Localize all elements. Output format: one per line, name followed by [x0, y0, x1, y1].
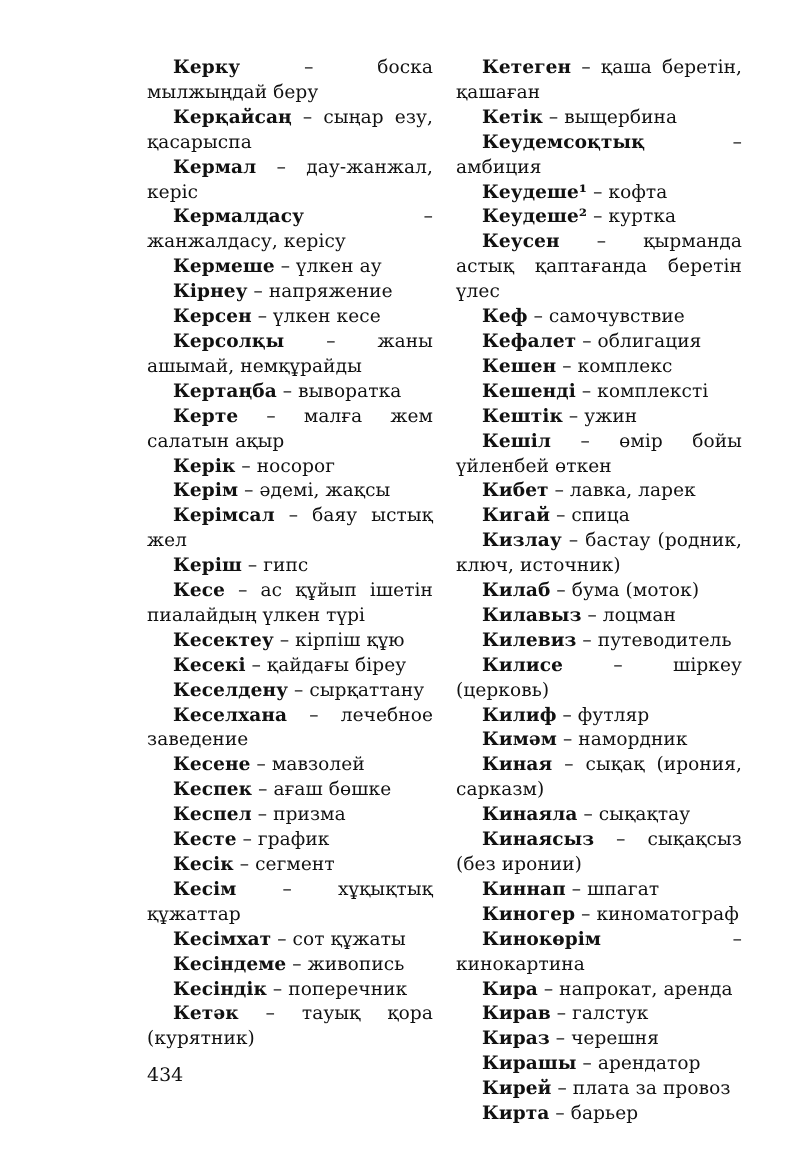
entry-definition: – комплексті	[575, 380, 709, 402]
entry-definition: – поперечник	[266, 978, 408, 1000]
dictionary-entry	[147, 778, 433, 803]
entry-headword: Керім	[173, 480, 239, 502]
entry-headword: Кермалдасу	[173, 206, 305, 228]
entry-headword: Кира	[482, 978, 538, 1000]
entry-headword: Кешіл	[482, 430, 552, 452]
entry-definition: – плата за провоз	[551, 1078, 731, 1100]
dictionary-entry	[147, 579, 433, 629]
entry-headword: Кеспел	[173, 804, 252, 826]
dictionary-entry	[456, 704, 742, 729]
entry-definition: – баяу ыстық жел	[147, 505, 433, 552]
dictionary-entry	[147, 106, 433, 156]
entry-definition: – киноматограф	[575, 903, 739, 925]
entry-definition: – сегмент	[233, 854, 335, 875]
dictionary-entry	[456, 305, 742, 330]
entry-definition: – арендатор	[576, 1053, 701, 1075]
entry-definition: – тауық қора (курятник)	[147, 1003, 433, 1050]
entry-headword: Кирав	[482, 1003, 551, 1025]
dictionary-entry	[147, 953, 433, 978]
entry-headword: Кесекі	[173, 654, 246, 676]
entry-headword: Керіш	[173, 555, 242, 577]
entry-definition: – спица	[550, 505, 630, 527]
dictionary-entry	[456, 828, 742, 878]
entry-definition: – облигация	[576, 330, 702, 352]
entry-headword: Кирашы	[482, 1053, 577, 1075]
entry-headword: Кеселхана	[173, 704, 288, 726]
entry-definition: – өмір бойы үйленбей өткен	[456, 430, 742, 477]
entry-definition: – напрокат, аренда	[537, 978, 733, 1000]
entry-headword: Кибет	[482, 480, 549, 502]
dictionary-entry	[147, 1002, 433, 1052]
dictionary-entry	[456, 1027, 742, 1052]
entry-headword: Кермал	[173, 156, 257, 178]
entry-definition: – малға жем салатын ақыр	[147, 405, 433, 452]
dictionary-entry	[456, 878, 742, 903]
entry-headword: Килаб	[482, 580, 551, 602]
entry-headword: Кесімхат	[173, 928, 272, 950]
entry-definition: – бума (моток)	[550, 580, 700, 602]
entry-definition: – ужин	[562, 405, 638, 427]
entry-headword: Кешен	[482, 355, 557, 377]
entry-definition: – сықақтау	[577, 804, 691, 826]
dictionary-entry	[147, 255, 433, 280]
entry-headword: Килиф	[482, 704, 557, 726]
entry-headword: Кертаңба	[173, 380, 277, 402]
entry-definition: – черешня	[549, 1028, 659, 1050]
entry-definition: – үлкен ау	[274, 256, 382, 278]
entry-definition: – кірпіш құю	[273, 629, 405, 651]
entry-definition: – лечебное заведение	[147, 704, 433, 751]
entry-definition: – куртка	[587, 206, 677, 228]
entry-definition: – қырманда астық қаптағанда беретін үлес	[456, 231, 742, 303]
entry-definition: – выворатка	[276, 380, 402, 402]
entry-headword: Кизлау	[482, 530, 562, 552]
dictionary-entry	[456, 978, 742, 1003]
dictionary-entry	[456, 903, 742, 928]
right-column	[456, 56, 742, 1127]
entry-headword: Кесіндік	[173, 978, 267, 1000]
entry-definition: – носорог	[235, 455, 336, 477]
dictionary-entry	[456, 1002, 742, 1027]
entry-headword: Кираз	[482, 1028, 550, 1050]
entry-headword: Кеудеше²	[482, 206, 588, 228]
dictionary-entry	[147, 704, 433, 754]
entry-headword: Кетәк	[173, 1003, 239, 1025]
entry-definition: – сот құжаты	[271, 928, 406, 950]
dictionary-entry	[456, 579, 742, 604]
entry-definition: – әдемі, жақсы	[238, 480, 391, 502]
entry-headword: Кесе	[173, 580, 226, 602]
dictionary-entry	[456, 1102, 742, 1127]
dictionary-entry	[456, 181, 742, 206]
dictionary-entry	[456, 405, 742, 430]
dictionary-entry	[456, 1052, 742, 1077]
entry-headword: Кефалет	[482, 330, 577, 352]
entry-definition: – дау-жанжал, керіс	[147, 156, 433, 203]
entry-definition: – хұқықтық құжаттар	[147, 878, 433, 925]
dictionary-entry	[147, 803, 433, 828]
entry-headword: Кеф	[482, 306, 528, 328]
dictionary-entry	[456, 479, 742, 504]
dictionary-entry	[456, 753, 742, 803]
dictionary-entry	[456, 355, 742, 380]
entry-headword: Кинаяла	[482, 804, 578, 826]
page-number: 434	[147, 1064, 184, 1086]
entry-headword: Кеудеше¹	[482, 181, 588, 203]
dictionary-entry	[147, 554, 433, 579]
dictionary-entry	[147, 828, 433, 853]
entry-headword: Керімсал	[173, 505, 275, 527]
entry-headword: Киногер	[482, 903, 576, 925]
dictionary-entry	[147, 280, 433, 305]
dictionary-entry	[456, 928, 742, 978]
entry-headword: Килевиз	[482, 629, 577, 651]
entry-headword: Кинаясыз	[482, 829, 595, 851]
entry-definition: – амбиция	[456, 131, 742, 178]
dictionary-entry	[456, 330, 742, 355]
entry-headword: Кирта	[482, 1103, 550, 1125]
entry-headword: Кесене	[173, 754, 251, 776]
entry-definition: – сықақ (ирония, сарказм)	[456, 754, 742, 801]
entry-headword: Керқайсаң	[173, 106, 292, 128]
entry-headword: Керте	[173, 405, 239, 427]
entry-definition: – лавка, ларек	[548, 480, 696, 502]
dictionary-entry	[147, 928, 433, 953]
dictionary-entry	[456, 430, 742, 480]
entry-definition: – напряжение	[247, 281, 393, 303]
entry-definition: – сырқаттану	[288, 679, 425, 701]
dictionary-entry	[147, 679, 433, 704]
entry-definition: – самочувствие	[527, 306, 685, 328]
entry-definition: – сықақсыз (без иронии)	[456, 829, 742, 875]
dictionary-entry	[456, 504, 742, 529]
entry-headword: Керку	[173, 57, 241, 78]
dictionary-entry	[456, 629, 742, 654]
entry-headword: Кесім	[173, 878, 237, 900]
entry-headword: Кимәм	[482, 729, 557, 751]
entry-definition: – живопись	[286, 953, 405, 975]
entry-headword: Кетеген	[482, 57, 572, 78]
dictionary-entry	[147, 978, 433, 1003]
dictionary-entry	[147, 504, 433, 554]
dictionary-entry	[147, 878, 433, 928]
dictionary-entry	[456, 604, 742, 629]
entry-definition: – гипс	[241, 555, 309, 577]
dictionary-entry	[147, 405, 433, 455]
entry-headword: Керсен	[173, 306, 252, 328]
entry-headword: Кірнеу	[173, 281, 248, 303]
entry-definition: – кинокартина	[456, 928, 742, 975]
entry-headword: Кеспек	[173, 779, 253, 801]
dictionary-entry	[456, 106, 742, 131]
entry-definition: – сыңар езу, қасарыспа	[147, 106, 433, 153]
dictionary-entry	[147, 205, 433, 255]
entry-headword: Керік	[173, 455, 236, 477]
entry-headword: Кесте	[173, 829, 237, 851]
entry-definition: – қайдағы біреу	[245, 654, 407, 676]
entry-headword: Киная	[482, 754, 553, 776]
entry-definition: – путеводитель	[576, 629, 732, 651]
dictionary-entry	[456, 803, 742, 828]
entry-definition: – барьер	[549, 1103, 639, 1125]
entry-definition: – комплекс	[556, 355, 673, 377]
entry-definition: – призма	[251, 804, 346, 826]
entry-headword: Керсолқы	[173, 330, 285, 352]
entry-headword: Кетік	[482, 106, 543, 128]
entry-headword: Килавыз	[482, 604, 582, 626]
dictionary-entry	[147, 753, 433, 778]
dictionary-entry	[147, 629, 433, 654]
dictionary-entry	[147, 380, 433, 405]
entry-definition: – выщербина	[542, 106, 678, 128]
dictionary-entry	[456, 728, 742, 753]
entry-definition: – график	[236, 829, 330, 851]
dictionary-entry	[147, 654, 433, 679]
entry-headword: Кесіндеме	[173, 953, 287, 975]
entry-headword: Кирей	[482, 1078, 552, 1100]
dictionary-entry	[456, 205, 742, 230]
dictionary-entry	[147, 56, 433, 106]
entry-definition: – қаша беретін, қашаған	[456, 57, 742, 103]
entry-definition: – шпагат	[565, 878, 660, 900]
entry-definition: – ас құйып ішетін пиалайдың үлкен түрі	[147, 580, 433, 626]
entry-definition: – үлкен кесе	[251, 306, 381, 328]
entry-definition: – лоцман	[581, 604, 676, 626]
entry-headword: Кештік	[482, 405, 563, 427]
dictionary-entry	[456, 654, 742, 704]
left-column	[147, 56, 433, 1052]
entry-definition: – футляр	[556, 704, 650, 726]
entry-headword: Кеусен	[482, 231, 560, 253]
entry-definition: – кофта	[587, 181, 668, 203]
dictionary-entry	[456, 529, 742, 579]
dictionary-entry	[456, 56, 742, 106]
dictionary-entry	[147, 305, 433, 330]
dictionary-entry	[456, 1077, 742, 1102]
entry-definition: – ағаш бөшке	[252, 779, 392, 801]
entry-headword: Киннап	[482, 878, 566, 900]
entry-headword: Кесік	[173, 854, 234, 875]
entry-headword: Кермеше	[173, 256, 275, 278]
entry-definition: – бастау (родник, ключ, источник)	[456, 530, 742, 577]
entry-headword: Кешенді	[482, 380, 576, 402]
entry-definition: – жанжалдасу, керісу	[147, 206, 433, 253]
dictionary-entry	[456, 380, 742, 405]
dictionary-entry	[147, 156, 433, 206]
entry-headword: Кинокөрім	[482, 928, 602, 950]
dictionary-entry	[147, 479, 433, 504]
entry-definition: – боска мылжыңдай беру	[147, 57, 433, 103]
entry-definition: – намордник	[556, 729, 688, 751]
entry-headword: Килисе	[482, 654, 563, 676]
entry-definition: – шіркеу (церковь)	[456, 654, 742, 701]
entry-definition: – мавзолей	[250, 754, 365, 776]
entry-headword: Кеудемсоқтық	[482, 131, 645, 153]
dictionary-entry	[456, 131, 742, 181]
entry-definition: – галстук	[550, 1003, 649, 1025]
dictionary-entry	[456, 230, 742, 305]
entry-headword: Кеселдену	[173, 679, 289, 701]
dictionary-entry	[147, 455, 433, 480]
dictionary-entry	[147, 853, 433, 878]
dictionary-entry	[147, 330, 433, 380]
entry-definition: – жаны ашымай, немқұрайды	[147, 330, 433, 377]
entry-headword: Кесектеу	[173, 629, 274, 651]
entry-headword: Кигай	[482, 505, 551, 527]
